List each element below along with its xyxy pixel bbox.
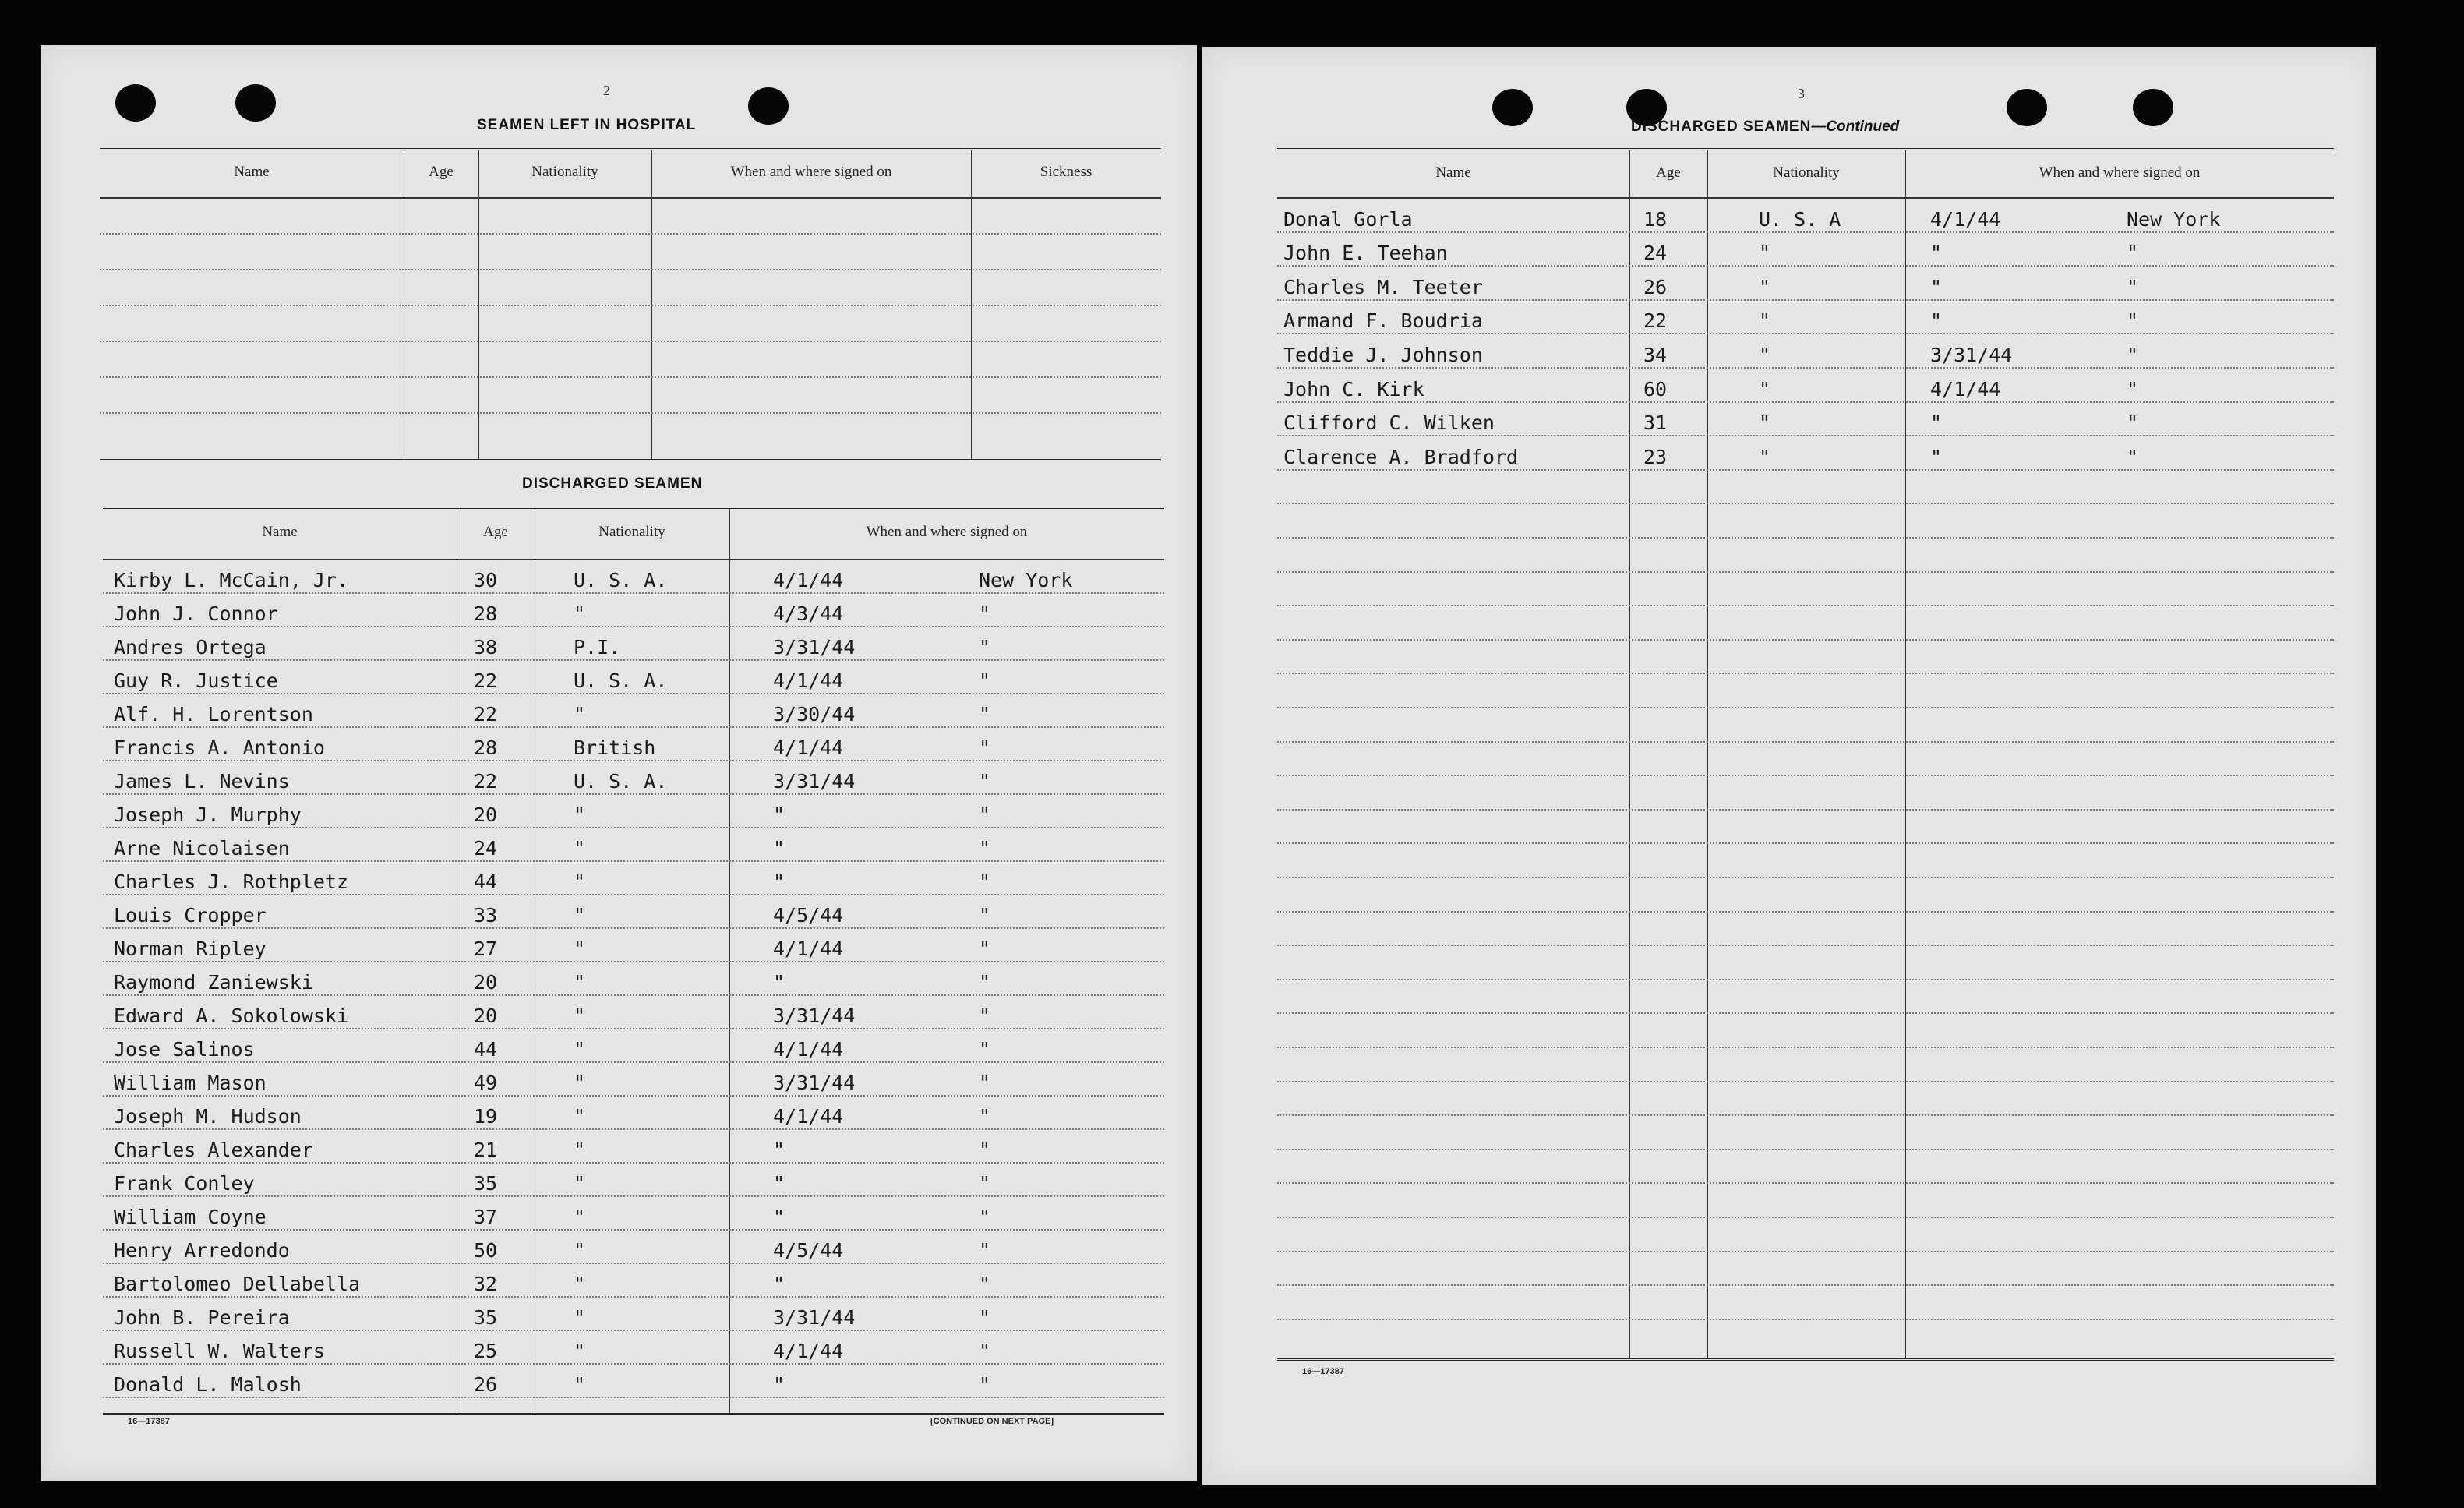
ruled-line <box>1277 809 2334 811</box>
ruled-line <box>1277 1251 2334 1252</box>
ruled-line <box>1277 1081 2334 1082</box>
ruled-line <box>1277 1114 2334 1116</box>
cell-date: 4/1/44 <box>773 1340 844 1362</box>
title-main: DISCHARGED SEAMEN <box>1631 118 1812 135</box>
punch-hole <box>235 84 276 122</box>
cell-place: " <box>979 1239 991 1262</box>
cell-age: 20 <box>474 971 498 994</box>
cell-nat: " <box>574 1105 586 1128</box>
cell-age: 21 <box>474 1139 498 1161</box>
cell-name: Arne Nicolaisen <box>114 837 290 860</box>
cell-date: 4/1/44 <box>773 736 844 759</box>
cell-place: " <box>979 971 991 994</box>
cell-name: James L. Nevins <box>114 770 290 793</box>
cell-age: 50 <box>474 1239 498 1262</box>
table-row <box>1277 199 2334 231</box>
cell-date: " <box>773 971 785 994</box>
table-row <box>103 962 1164 994</box>
cell-name: Henry Arredondo <box>114 1239 290 1262</box>
cell-place: New York <box>979 569 1073 592</box>
ruled-line <box>1277 673 2334 674</box>
ruled-line <box>1277 537 2334 539</box>
cell-age: 33 <box>474 904 498 927</box>
cell-name: William Coyne <box>114 1206 267 1228</box>
discharged-continued-rows <box>1277 197 2334 1358</box>
cell-age: 32 <box>474 1273 498 1295</box>
cell-nat: U. S. A. <box>574 770 668 793</box>
cell-date: " <box>773 1273 785 1295</box>
cell-date: " <box>773 1373 785 1396</box>
cell-age: 35 <box>474 1172 498 1195</box>
table-row <box>103 1164 1164 1195</box>
ruled-line <box>1277 1047 2334 1048</box>
cell-place: " <box>979 1038 991 1061</box>
cell-name: Edward A. Sokolowski <box>114 1005 349 1027</box>
cell-age: 22 <box>474 669 498 692</box>
cell-date: " <box>1930 445 1943 468</box>
cell-age: 20 <box>474 803 498 826</box>
cell-name: Charles Alexander <box>114 1139 313 1161</box>
cell-age: 28 <box>474 602 498 625</box>
cell-nat: " <box>574 1139 586 1161</box>
table-row <box>103 828 1164 860</box>
cell-age: 22 <box>474 770 498 793</box>
ruled-line <box>1277 1012 2334 1014</box>
header-signed-on: When and where signed on <box>2039 164 2201 181</box>
table-row <box>1277 301 2334 334</box>
cell-date: 4/1/44 <box>773 1105 844 1128</box>
hospital-table <box>100 148 1161 461</box>
ruled-line <box>100 412 1161 414</box>
ruled-line <box>1277 503 2334 504</box>
cell-date: 3/30/44 <box>773 703 856 726</box>
ruled-line <box>100 269 1161 270</box>
table-row <box>103 795 1164 827</box>
discharged-rows <box>103 559 1164 1413</box>
table-row <box>103 1197 1164 1229</box>
punch-hole <box>1492 89 1533 126</box>
cell-age: 30 <box>474 569 498 592</box>
punch-hole <box>2133 89 2173 126</box>
cell-nat: " <box>574 1306 586 1329</box>
cell-date: 4/5/44 <box>773 1239 844 1262</box>
cell-name: John E. Teehan <box>1283 242 1448 265</box>
header-name: Name <box>1435 164 1471 181</box>
table-row <box>103 627 1164 659</box>
cell-place: " <box>979 871 991 893</box>
cell-place: " <box>2127 445 2139 468</box>
cell-age: 26 <box>474 1373 498 1396</box>
table-row <box>1277 267 2334 299</box>
cell-age: 35 <box>474 1306 498 1329</box>
table-row <box>103 661 1164 693</box>
cell-name: Russell W. Walters <box>114 1340 325 1362</box>
cell-nat: " <box>1759 377 1771 401</box>
cell-nat: " <box>574 1072 586 1094</box>
cell-nat: " <box>574 1239 586 1262</box>
cell-age: 23 <box>1643 445 1668 468</box>
ruled-line <box>1277 775 2334 776</box>
cell-date: " <box>1930 275 1943 298</box>
cell-place: " <box>979 1105 991 1128</box>
cell-name: John B. Pereira <box>114 1306 290 1329</box>
cell-date: " <box>773 803 785 826</box>
cell-name: Donald L. Malosh <box>114 1373 302 1396</box>
ruled-line <box>100 341 1161 342</box>
cell-age: 60 <box>1643 377 1668 401</box>
cell-name: Bartolomeo Dellabella <box>114 1273 361 1295</box>
table-row <box>103 1264 1164 1296</box>
table-row <box>103 594 1164 626</box>
table-row <box>103 1298 1164 1330</box>
punch-hole <box>115 84 156 122</box>
cell-name: Guy R. Justice <box>114 669 278 692</box>
cell-place: " <box>979 669 991 692</box>
discharged-title: DISCHARGED SEAMEN <box>522 475 703 492</box>
ruled-line <box>1277 1182 2334 1184</box>
continued-note: [CONTINUED ON NEXT PAGE] <box>930 1417 1054 1426</box>
cell-place: " <box>979 1206 991 1228</box>
ruled-line <box>1277 639 2334 641</box>
cell-nat: " <box>1759 343 1771 366</box>
header-nationality: Nationality <box>1773 164 1840 181</box>
cell-age: 28 <box>474 736 498 759</box>
cell-age: 24 <box>1643 242 1668 265</box>
table-row <box>103 694 1164 726</box>
page-number: 2 <box>603 83 610 98</box>
cell-place: " <box>2127 275 2139 298</box>
ruled-line <box>1277 911 2334 913</box>
form-number: 16—17387 <box>1302 1367 1344 1376</box>
right-page <box>1202 47 2376 1485</box>
table-row <box>103 1063 1164 1095</box>
table-row <box>103 560 1164 592</box>
header-age: Age <box>483 524 508 540</box>
cell-name: Frank Conley <box>114 1172 255 1195</box>
cell-place: " <box>979 770 991 793</box>
cell-date: 4/1/44 <box>773 669 844 692</box>
form-number: 16—17387 <box>128 1417 170 1426</box>
cell-age: 20 <box>474 1005 498 1027</box>
cell-name: John J. Connor <box>114 602 278 625</box>
cell-place: New York <box>2127 207 2221 231</box>
cell-date: 4/5/44 <box>773 904 844 927</box>
cell-place: " <box>979 837 991 860</box>
cell-date: 4/1/44 <box>1930 377 2001 401</box>
ruled-line <box>100 376 1161 378</box>
cell-place: " <box>979 1273 991 1295</box>
punch-hole <box>748 87 789 125</box>
cell-name: Charles J. Rothpletz <box>114 871 349 893</box>
cell-date: 4/1/44 <box>1930 207 2001 231</box>
header-age: Age <box>1656 164 1681 181</box>
table-row <box>1277 334 2334 367</box>
header-name: Name <box>234 164 270 180</box>
cell-age: 38 <box>474 636 498 659</box>
cell-name: Kirby L. McCain, Jr. <box>114 569 349 592</box>
discharged-continued-table <box>1277 148 2334 1361</box>
header-signed-on: When and where signed on <box>866 524 1028 540</box>
ruled-line <box>1277 877 2334 878</box>
cell-date: " <box>1930 309 1943 333</box>
cell-date: 3/31/44 <box>773 1005 856 1027</box>
cell-name: John C. Kirk <box>1283 377 1424 401</box>
cell-nat: " <box>574 803 586 826</box>
table-row <box>103 1365 1164 1397</box>
table-row <box>103 996 1164 1028</box>
cell-nat: " <box>574 938 586 960</box>
cell-place: " <box>979 1340 991 1362</box>
cell-place: " <box>979 602 991 625</box>
cell-date: 4/1/44 <box>773 938 844 960</box>
cell-age: 37 <box>474 1206 498 1228</box>
cell-date: " <box>773 1139 785 1161</box>
cell-nat: " <box>574 1206 586 1228</box>
cell-age: 24 <box>474 837 498 860</box>
cell-name: Jose Salinos <box>114 1038 255 1061</box>
cell-place: " <box>979 1072 991 1094</box>
cell-place: " <box>979 938 991 960</box>
left-page <box>41 45 1197 1481</box>
cell-name: Charles M. Teeter <box>1283 275 1483 298</box>
ruled-line <box>1277 1319 2334 1320</box>
discharged-continued-title <box>1631 118 1899 136</box>
header-nationality: Nationality <box>531 164 598 180</box>
ruled-line <box>1277 1217 2334 1218</box>
cell-age: 49 <box>474 1072 498 1094</box>
cell-age: 19 <box>474 1105 498 1128</box>
cell-date: 3/31/44 <box>1930 343 2013 366</box>
hospital-header-row <box>100 150 1161 199</box>
cell-nat: " <box>574 1005 586 1027</box>
cell-nat: " <box>574 837 586 860</box>
ruled-line <box>1277 842 2334 844</box>
cell-nat: " <box>1759 309 1771 333</box>
cell-place: " <box>979 1306 991 1329</box>
cell-nat: P.I. <box>574 636 621 659</box>
cell-place: " <box>979 703 991 726</box>
ruled-line <box>1277 945 2334 946</box>
table-row <box>103 895 1164 927</box>
table-row <box>103 1029 1164 1061</box>
cell-date: 3/31/44 <box>773 1072 856 1094</box>
header-row <box>1277 150 2334 199</box>
cell-nat: " <box>1759 275 1771 298</box>
table-row <box>103 1097 1164 1128</box>
cell-place: " <box>979 904 991 927</box>
table-row <box>1277 403 2334 436</box>
cell-age: 26 <box>1643 275 1668 298</box>
cell-name: Norman Ripley <box>114 938 267 960</box>
cell-age: 44 <box>474 1038 498 1061</box>
cell-nat: " <box>574 1273 586 1295</box>
cell-nat: " <box>574 602 586 625</box>
cell-nat: " <box>574 1340 586 1362</box>
ruled-line <box>103 1397 1164 1398</box>
cell-name: Clifford C. Wilken <box>1283 411 1495 435</box>
cell-place: " <box>979 1005 991 1027</box>
cell-age: 25 <box>474 1340 498 1362</box>
cell-place: " <box>979 803 991 826</box>
cell-name: Armand F. Boudria <box>1283 309 1483 333</box>
cell-nat: U. S. A. <box>574 569 668 592</box>
header-nationality: Nationality <box>598 524 665 540</box>
hospital-title: SEAMEN LEFT IN HOSPITAL <box>477 117 697 133</box>
cell-nat: " <box>574 703 586 726</box>
cell-name: Teddie J. Johnson <box>1283 343 1483 366</box>
cell-date: 4/3/44 <box>773 602 844 625</box>
header-age: Age <box>429 164 454 180</box>
ruled-line <box>1277 571 2334 573</box>
cell-place: " <box>2127 377 2139 401</box>
ruled-line <box>1277 1149 2334 1150</box>
table-row <box>103 862 1164 894</box>
discharged-table <box>103 507 1164 1415</box>
cell-nat: U. S. A. <box>574 669 668 692</box>
cell-name: Andres Ortega <box>114 636 267 659</box>
cell-date: 4/1/44 <box>773 1038 844 1061</box>
cell-date: " <box>1930 242 1943 265</box>
ruled-line <box>1277 741 2334 743</box>
cell-place: " <box>2127 343 2139 366</box>
cell-date: 4/1/44 <box>773 569 844 592</box>
cell-date: " <box>773 1206 785 1228</box>
table-row <box>103 1231 1164 1263</box>
cell-age: 31 <box>1643 411 1668 435</box>
cell-name: Clarence A. Bradford <box>1283 445 1519 468</box>
cell-name: Joseph J. Murphy <box>114 803 302 826</box>
punch-hole <box>2007 89 2047 126</box>
cell-place: " <box>2127 242 2139 265</box>
cell-nat: " <box>1759 445 1771 468</box>
ruled-line <box>1277 707 2334 708</box>
ruled-line <box>100 305 1161 306</box>
cell-place: " <box>979 1172 991 1195</box>
cell-nat: " <box>574 1172 586 1195</box>
table-row <box>1277 233 2334 266</box>
cell-name: Joseph M. Hudson <box>114 1105 302 1128</box>
cell-name: Louis Cropper <box>114 904 267 927</box>
ruled-line <box>1277 605 2334 606</box>
title-continued: —Continued <box>1811 118 1900 135</box>
discharged-header-row <box>103 509 1164 560</box>
table-row <box>103 929 1164 961</box>
ruled-line <box>1277 979 2334 980</box>
cell-nat: " <box>574 871 586 893</box>
cell-age: 18 <box>1643 207 1668 231</box>
cell-nat: British <box>574 736 656 759</box>
ruled-line <box>1277 469 2334 471</box>
table-row <box>1277 369 2334 401</box>
table-row <box>103 761 1164 793</box>
cell-place: " <box>2127 309 2139 333</box>
cell-date: 3/31/44 <box>773 1306 856 1329</box>
ruled-line <box>1277 1284 2334 1286</box>
cell-date: " <box>1930 411 1943 435</box>
cell-date: 3/31/44 <box>773 770 856 793</box>
cell-age: 22 <box>1643 309 1668 333</box>
table-row <box>103 1130 1164 1162</box>
cell-name: Alf. H. Lorentson <box>114 703 313 726</box>
page-number: 3 <box>1798 86 1805 101</box>
cell-date: " <box>773 1172 785 1195</box>
header-signed-on: When and where signed on <box>730 164 892 180</box>
cell-nat: " <box>1759 411 1771 435</box>
table-row <box>1277 436 2334 469</box>
cell-age: 22 <box>474 703 498 726</box>
cell-place: " <box>979 1373 991 1396</box>
cell-date: " <box>773 871 785 893</box>
cell-name: Raymond Zaniewski <box>114 971 313 994</box>
cell-place: " <box>979 736 991 759</box>
cell-nat: " <box>574 904 586 927</box>
cell-name: William Mason <box>114 1072 267 1094</box>
cell-place: " <box>979 636 991 659</box>
cell-nat: " <box>574 1373 586 1396</box>
ruled-line <box>100 233 1161 235</box>
cell-place: " <box>979 1139 991 1161</box>
cell-nat: " <box>574 1038 586 1061</box>
cell-date: " <box>773 837 785 860</box>
table-row <box>103 728 1164 760</box>
cell-age: 34 <box>1643 343 1668 366</box>
cell-age: 44 <box>474 871 498 893</box>
cell-place: " <box>2127 411 2139 435</box>
table-row <box>103 1331 1164 1363</box>
cell-name: Donal Gorla <box>1283 207 1413 231</box>
cell-name: Francis A. Antonio <box>114 736 325 759</box>
cell-nat: " <box>1759 242 1771 265</box>
header-sickness: Sickness <box>1040 164 1093 180</box>
cell-nat: " <box>574 971 586 994</box>
cell-age: 27 <box>474 938 498 960</box>
cell-date: 3/31/44 <box>773 636 856 659</box>
header-name: Name <box>262 524 298 540</box>
cell-nat: U. S. A <box>1759 207 1841 231</box>
